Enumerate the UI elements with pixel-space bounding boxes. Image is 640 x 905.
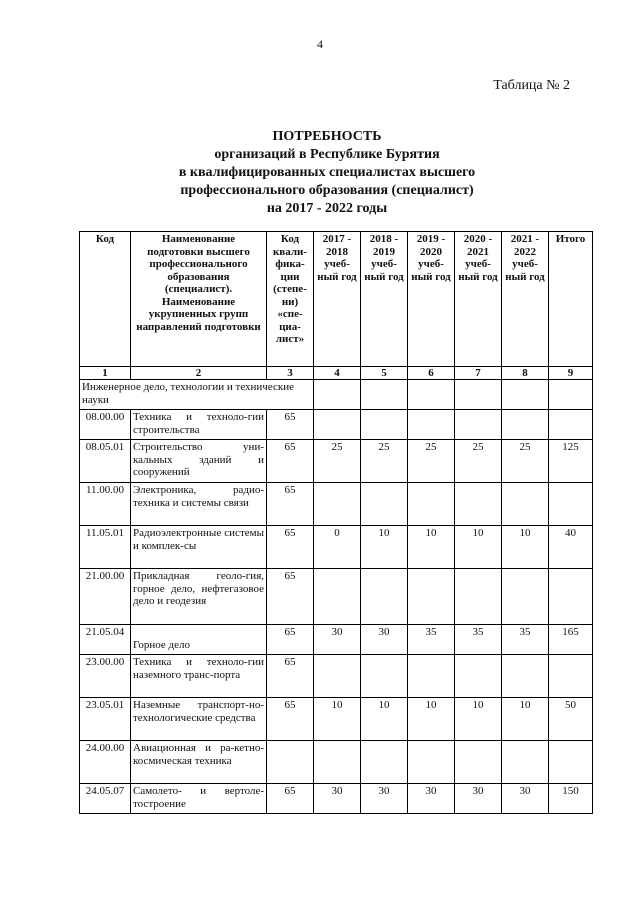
row-value-2017 xyxy=(314,741,361,784)
table-row xyxy=(80,625,593,655)
row-value-2021: 35 xyxy=(502,625,549,655)
row-code: 21.05.04 xyxy=(80,625,131,655)
row-code: 11.00.00 xyxy=(80,483,131,526)
row-value-2018: 30 xyxy=(361,784,408,814)
row-value-2021 xyxy=(502,410,549,440)
row-qualification: 65 xyxy=(267,655,314,698)
table-row xyxy=(80,655,593,698)
column-header: 2018 - 2019 учеб-ный год xyxy=(361,232,408,367)
heading-line: на 2017 - 2022 годы xyxy=(266,201,388,216)
row-total: 50 xyxy=(549,698,593,741)
row-value-2020: 10 xyxy=(455,526,502,569)
row-value-2017: 30 xyxy=(314,625,361,655)
row-value-2019: 10 xyxy=(408,526,455,569)
row-total xyxy=(549,569,593,625)
row-qualification: 65 xyxy=(267,440,314,483)
row-name-cell xyxy=(131,625,267,655)
column-number: 3 xyxy=(267,367,314,380)
row-name: Строительство уни-кальных зданий и сооружений xyxy=(131,440,267,483)
row-value-2018 xyxy=(361,741,408,784)
row-code: 08.00.00 xyxy=(80,410,131,440)
row-value-2019 xyxy=(408,569,455,625)
row-value-2021: 25 xyxy=(502,440,549,483)
table-row xyxy=(80,569,593,625)
row-qualification: 65 xyxy=(267,569,314,625)
row-code: 23.05.01 xyxy=(80,698,131,741)
row-name: Техника и техноло-гии строительства xyxy=(131,410,267,440)
table-row xyxy=(80,483,593,526)
column-header: Код квали-фика-ции (степе-ни) «спе-циа-лист» xyxy=(267,232,314,367)
table-label: Таблица № 2 xyxy=(493,78,570,93)
row-value-2019 xyxy=(408,483,455,526)
document-heading xyxy=(80,128,574,218)
row-value-2019 xyxy=(408,741,455,784)
row-code: 24.00.00 xyxy=(80,741,131,784)
row-value-2017: 30 xyxy=(314,784,361,814)
column-number: 6 xyxy=(408,367,455,380)
heading-line: организаций в Республике Бурятия xyxy=(214,147,440,162)
row-value-2021: 10 xyxy=(502,698,549,741)
heading-line: в квалифицированных специалистах высшего xyxy=(178,165,476,180)
column-header: 2017 - 2018 учеб-ный год xyxy=(314,232,361,367)
row-code: 08.05.01 xyxy=(80,440,131,483)
row-value-2017: 10 xyxy=(314,698,361,741)
column-header: Итого xyxy=(549,232,593,367)
row-value-2018: 30 xyxy=(361,625,408,655)
row-value-2020: 25 xyxy=(455,440,502,483)
row-total: 150 xyxy=(549,784,593,814)
row-total: 125 xyxy=(549,440,593,483)
row-value-2018: 10 xyxy=(361,526,408,569)
row-value-2018 xyxy=(361,569,408,625)
row-name: Радиоэлектронные системы и комплек-сы xyxy=(131,526,267,569)
row-code: 24.05.07 xyxy=(80,784,131,814)
row-value-2019: 25 xyxy=(408,440,455,483)
row-value-2017 xyxy=(314,410,361,440)
table-row xyxy=(80,741,593,784)
heading-line: профессионального образования (специалист) xyxy=(180,183,474,198)
row-name: Самолето- и вертоле-тостроение xyxy=(131,784,267,814)
needs-table xyxy=(79,231,593,814)
row-value-2017 xyxy=(314,483,361,526)
row-value-2018: 10 xyxy=(361,698,408,741)
table-row xyxy=(80,784,593,814)
row-total xyxy=(549,483,593,526)
row-total: 165 xyxy=(549,625,593,655)
row-code: 21.00.00 xyxy=(80,569,131,625)
column-number: 9 xyxy=(549,367,593,380)
row-value-2017: 25 xyxy=(314,440,361,483)
column-header: Код xyxy=(80,232,131,367)
table-row xyxy=(80,410,593,440)
row-value-2019: 30 xyxy=(408,784,455,814)
row-value-2019: 10 xyxy=(408,698,455,741)
row-value-2020 xyxy=(455,655,502,698)
header-row xyxy=(80,232,593,367)
row-value-2020: 35 xyxy=(455,625,502,655)
column-number: 8 xyxy=(502,367,549,380)
row-value-2017 xyxy=(314,655,361,698)
row-total xyxy=(549,741,593,784)
row-value-2020 xyxy=(455,483,502,526)
row-value-2018: 25 xyxy=(361,440,408,483)
row-value-2020 xyxy=(455,741,502,784)
row-name: Горное дело xyxy=(133,639,191,651)
row-value-2020: 30 xyxy=(455,784,502,814)
row-value-2018 xyxy=(361,655,408,698)
column-header: 2021 - 2022 учеб-ный год xyxy=(502,232,549,367)
row-value-2020: 10 xyxy=(455,698,502,741)
row-value-2020 xyxy=(455,410,502,440)
heading-line: ПОТРЕБНОСТЬ xyxy=(272,129,382,144)
row-qualification: 65 xyxy=(267,784,314,814)
column-number: 4 xyxy=(314,367,361,380)
group-row xyxy=(80,380,593,410)
row-value-2018 xyxy=(361,483,408,526)
row-value-2017 xyxy=(314,569,361,625)
table-row xyxy=(80,698,593,741)
row-qualification: 65 xyxy=(267,483,314,526)
row-name: Наземные транспорт-но-технологические средства xyxy=(131,698,267,741)
column-number: 1 xyxy=(80,367,131,380)
column-number: 5 xyxy=(361,367,408,380)
table-row xyxy=(80,526,593,569)
column-header: Наименование подготовки высшего профессионального образования (специалист). Наименование укрупненных групп направлений подготовки xyxy=(131,232,267,367)
row-qualification: 65 xyxy=(267,698,314,741)
row-value-2019 xyxy=(408,410,455,440)
row-name: Техника и техноло-гии наземного транс-порта xyxy=(131,655,267,698)
table-row xyxy=(80,440,593,483)
row-value-2021 xyxy=(502,655,549,698)
row-qualification: 65 xyxy=(267,625,314,655)
row-value-2018 xyxy=(361,410,408,440)
row-value-2020 xyxy=(455,569,502,625)
row-qualification: 65 xyxy=(267,526,314,569)
row-code: 23.00.00 xyxy=(80,655,131,698)
column-number-row xyxy=(80,367,593,380)
row-total xyxy=(549,410,593,440)
row-value-2021 xyxy=(502,483,549,526)
column-number: 7 xyxy=(455,367,502,380)
column-number: 2 xyxy=(131,367,267,380)
row-value-2019: 35 xyxy=(408,625,455,655)
row-value-2019 xyxy=(408,655,455,698)
row-qualification xyxy=(267,741,314,784)
row-value-2021 xyxy=(502,741,549,784)
row-total xyxy=(549,655,593,698)
row-name: Авиационная и ра-кетно-космическая техника xyxy=(131,741,267,784)
row-value-2021 xyxy=(502,569,549,625)
row-total: 40 xyxy=(549,526,593,569)
row-qualification: 65 xyxy=(267,410,314,440)
row-code: 11.05.01 xyxy=(80,526,131,569)
row-name: Прикладная геоло-гия, горное дело, нефтегазовое дело и геодезия xyxy=(131,569,267,625)
row-value-2017: 0 xyxy=(314,526,361,569)
page-number: 4 xyxy=(317,37,323,51)
column-header: 2019 - 2020 учеб-ный год xyxy=(408,232,455,367)
row-value-2021: 10 xyxy=(502,526,549,569)
group-title: Инженерное дело, технологии и технические науки xyxy=(80,380,314,410)
row-name: Электроника, радио-техника и системы связи xyxy=(131,483,267,526)
column-header: 2020 - 2021 учеб-ный год xyxy=(455,232,502,367)
row-value-2021: 30 xyxy=(502,784,549,814)
